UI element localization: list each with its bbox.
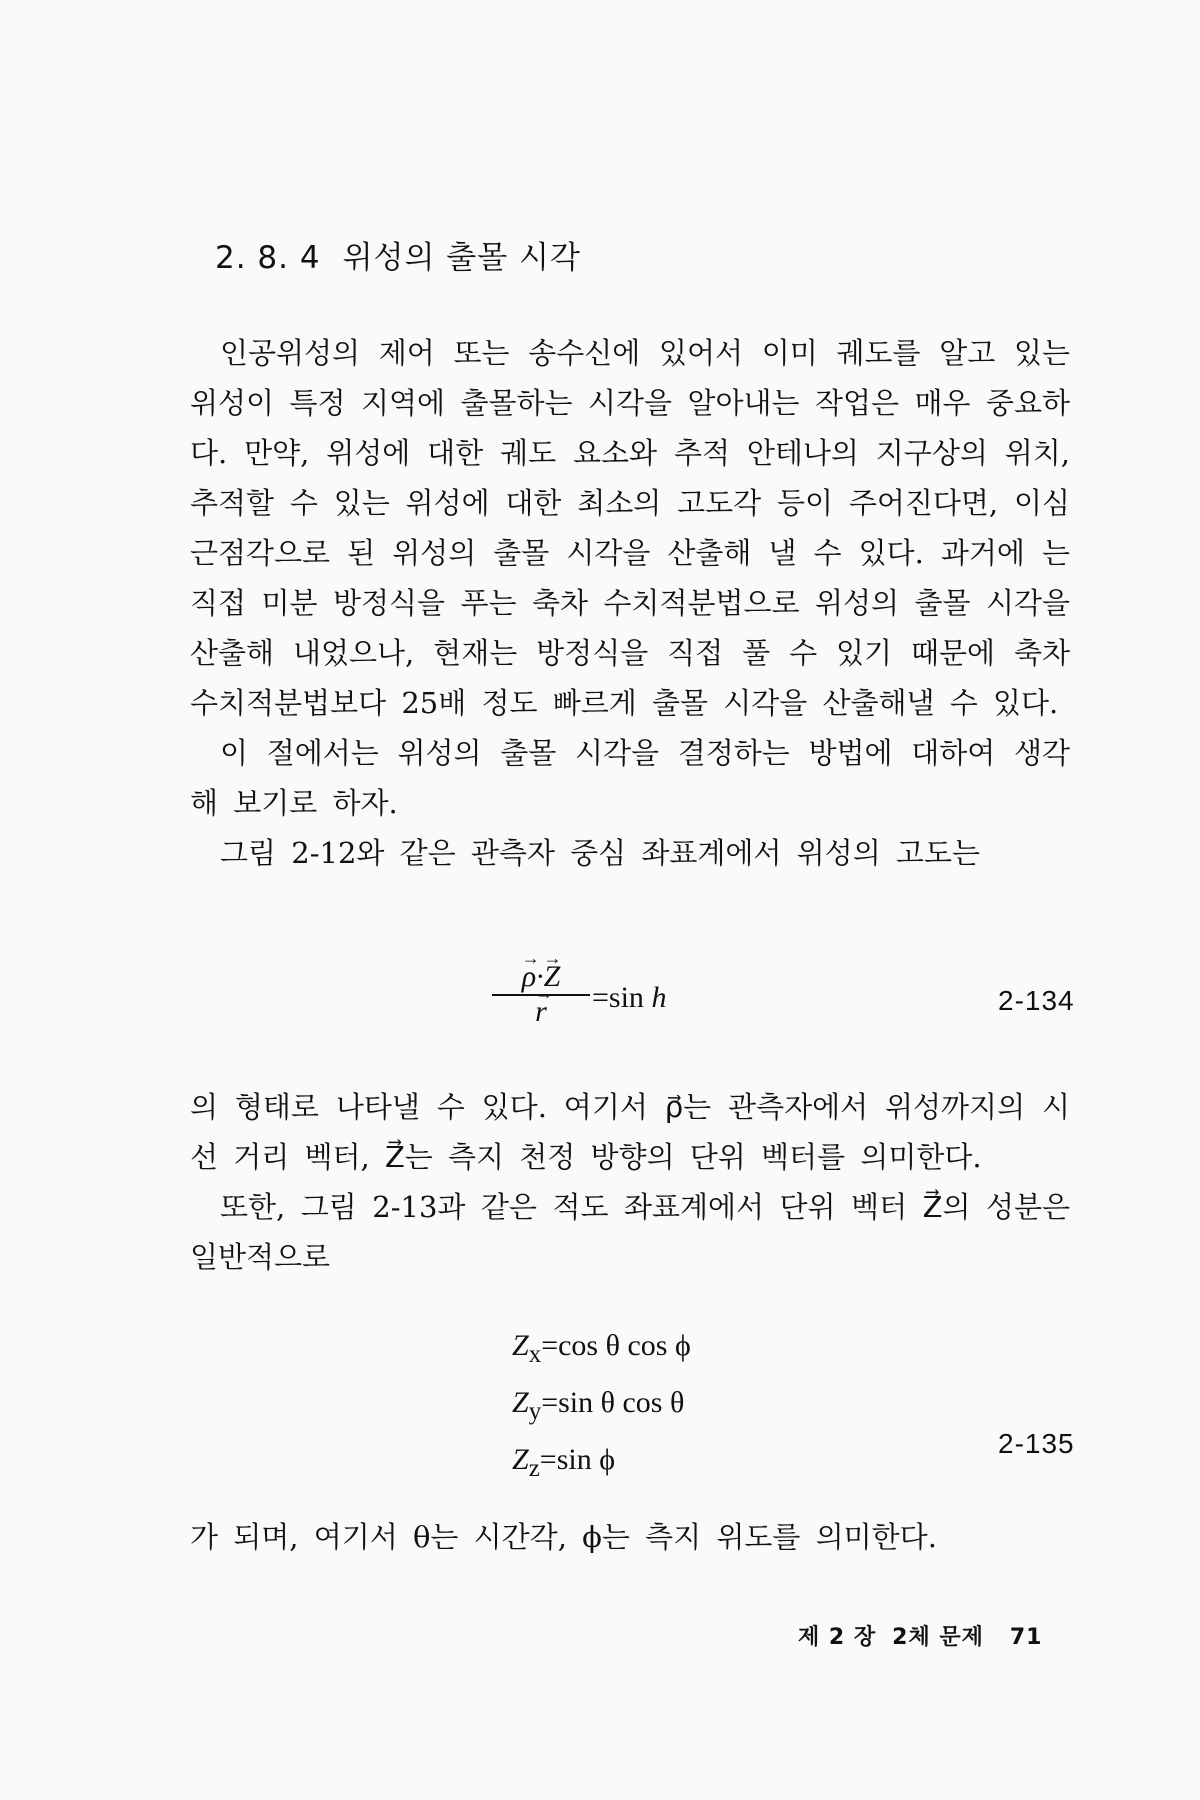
paragraph: 의 형태로 나타낼 수 있다. 여기서 ρ⃗는 관측자에서 위성까지의 시선 거리 벡터, Z⃗는 측지 천정 방향의 단위 벡터를 의미한다. bbox=[190, 1090, 1070, 1174]
equation-subscript: x bbox=[528, 1341, 542, 1368]
section-title: 위성의 출몰 시각 bbox=[342, 240, 581, 276]
page-footer bbox=[798, 1620, 1043, 1651]
equation-system bbox=[512, 1322, 691, 1493]
paragraph: 가 되며, 여기서 θ는 시간각, ϕ는 측지 위도를 의미한다. bbox=[190, 1520, 937, 1554]
equation-fraction bbox=[492, 960, 590, 1028]
equation-expr: =cos θ cos ϕ bbox=[541, 1329, 691, 1362]
equation-number: 2-135 bbox=[998, 1428, 1075, 1459]
page-number: 71 bbox=[1009, 1625, 1043, 1650]
equation-subscript: z bbox=[528, 1455, 540, 1482]
section-heading bbox=[215, 232, 581, 277]
equation-number: 2-134 bbox=[998, 985, 1075, 1016]
body-text-top bbox=[190, 328, 1070, 878]
paragraph: 인공위성의 제어 또는 송수신에 있어서 이미 궤도를 알고 있는 위성이 특정 지역에 출몰하는 시각을 알아내는 작업은 매우 중요하다. 만약, 위성에 대한 궤도 요소와 추적 안테나의 지구상의 위치, 추적할 수 있는 위성에 대한 최소의 고도각 등이 주어진다면, 이심근점각으로 된 위성의 출몰 시각을 산출해 낼 수 있다. 과거에 는 직접 미분 방정식을 푸는 축차 수치적분법으로 위성의 출몰 시각을 산출해 내었으나, 현재는 방정식을 직접 풀 수 있기 때문에 축차 수치적분법보다 25배 정도 빠르게 출몰 시각을 산출해낼 수 있다. bbox=[190, 336, 1070, 720]
equation-subscript: y bbox=[528, 1398, 542, 1425]
equation-line bbox=[512, 1436, 691, 1493]
equation-expr: =sin ϕ bbox=[539, 1443, 616, 1476]
equation-expr: =sin θ cos θ bbox=[541, 1386, 685, 1419]
equation-var: Z bbox=[512, 1329, 529, 1362]
equation-line bbox=[512, 1322, 691, 1379]
footer-chapter: 제 2 장 bbox=[798, 1625, 877, 1650]
dot-operator: · bbox=[536, 960, 544, 993]
vector-r: → r bbox=[535, 996, 547, 1028]
section-number: 2. 8. 4 bbox=[215, 240, 321, 276]
body-text-bottom bbox=[190, 1512, 1070, 1562]
vector-z: → Z bbox=[544, 960, 561, 994]
vector-rho: → ρ bbox=[522, 960, 536, 994]
paragraph: 그림 2-12와 같은 관측자 중심 좌표계에서 위성의 고도는 bbox=[220, 836, 980, 870]
equation-var: Z bbox=[512, 1386, 529, 1419]
equation-line bbox=[512, 1379, 691, 1436]
paragraph: 이 절에서는 위성의 출몰 시각을 결정하는 방법에 대하여 생각해 보기로 하자. bbox=[190, 736, 1070, 820]
paragraph: 또한, 그림 2-13과 같은 적도 좌표계에서 단위 벡터 Z⃗의 성분은 일반적으로 bbox=[190, 1190, 1070, 1274]
footer-chapter-title: 2체 문제 bbox=[892, 1625, 984, 1650]
equation-rhs-var: h bbox=[651, 981, 667, 1014]
equation-denominator bbox=[492, 996, 590, 1028]
body-text-middle bbox=[190, 1082, 1070, 1282]
equation-rhs bbox=[592, 981, 666, 1015]
equation-rhs-expr: =sin bbox=[592, 981, 652, 1014]
equation-var: Z bbox=[512, 1443, 529, 1476]
